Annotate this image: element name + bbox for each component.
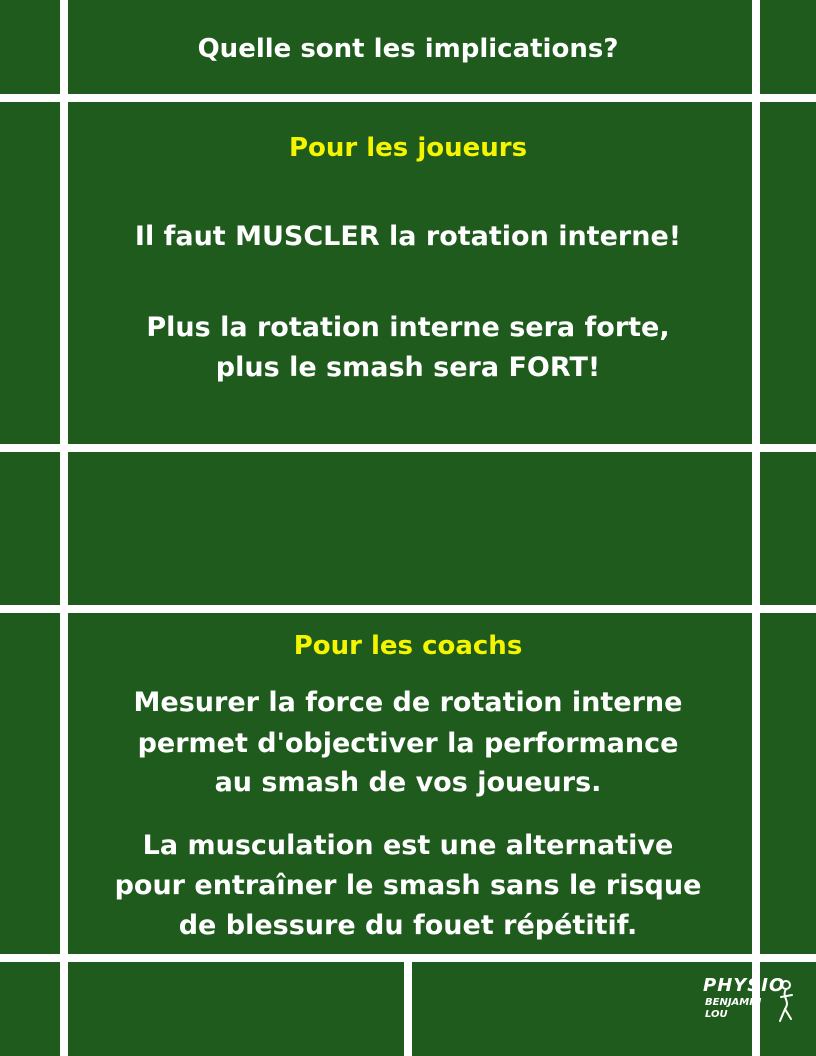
logo — [703, 975, 803, 1027]
coaches-heading: Pour les coachs — [293, 631, 523, 661]
court-line-horizontal-3 — [0, 605, 816, 613]
stick-figure-icon — [775, 979, 797, 1025]
players-line-2b: plus le smash sera FORT! — [215, 352, 601, 383]
coaches-line-1c: au smash de vos joueurs. — [214, 767, 602, 798]
court-line-vertical-center — [404, 960, 412, 1056]
coaches-line-1a: Mesurer la force de rotation interne — [133, 687, 683, 718]
players-line-2a: Plus la rotation interne sera forte, — [146, 312, 670, 343]
logo-sub-text-2: LOU — [705, 1009, 728, 1020]
coaches-line-2a: La musculation est une alternative — [142, 830, 674, 861]
court-line-horizontal-1 — [0, 94, 816, 102]
logo-sub-text-1: BENJAMIN — [705, 997, 762, 1008]
coaches-line-2c: de blessure du fouet répétitif. — [178, 910, 638, 941]
logo-main-text: PHYSIO — [703, 975, 786, 996]
coaches-line-1b: permet d'objectiver la performance — [137, 728, 679, 759]
coaches-line-2b: pour entraîner le smash sans le risque — [114, 870, 702, 901]
page-title: Quelle sont les implications? — [197, 34, 619, 64]
court-line-horizontal-2 — [0, 444, 816, 452]
players-heading: Pour les joueurs — [288, 133, 528, 163]
players-line-1: Il faut MUSCLER la rotation interne! — [134, 221, 682, 252]
court-line-horizontal-4 — [0, 954, 816, 962]
